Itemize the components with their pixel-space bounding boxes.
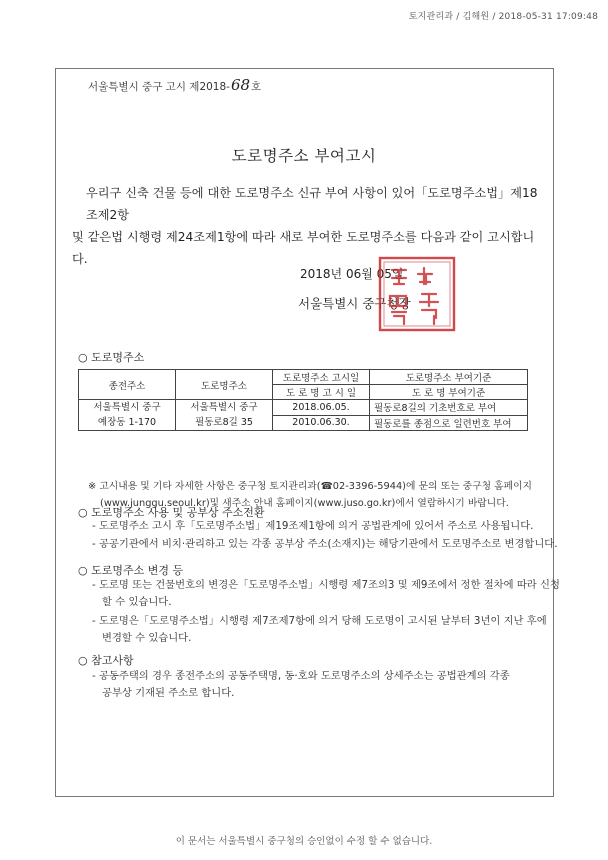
header-meta: 토지관리과 / 김해원 / 2018-05-31 17:09:48 [408,12,598,22]
old-address-cell [79,400,176,431]
table-subheader-road-notice-date: 도 로 명 고 시 일 [273,385,370,400]
table-subheader-road-basis: 도 로 명 부여기준 [370,385,528,400]
notice-number-prefix: 서울특별시 중구 고시 제2018- [88,81,230,93]
table-header-notice-date: 도로명주소 고시일 [273,370,370,385]
inquiry-note-line-1: ※ 고시내용 및 기타 자세한 사항은 중구청 토지관리과(☎02-3396-5944)에 문의 또는 중구청 홈페이지 [88,481,533,492]
intro-line-2: 및 같은법 시행령 제24조제1항에 따라 새로 부여한 도로명주소를 다음과 같이 고시합니다. [72,230,535,266]
road-address-line-2: 필동로8길 35 [195,417,253,428]
section-road-address-heading: ○ 도로명주소 [78,351,145,364]
table-header-road-address: 도로명주소 [176,370,273,400]
change-item-1-line-1: - 도로명 또는 건물번호의 변경은「도로명주소법」시행령 제7조의3 및 제9조에서 정한 절차에 따라 신청 [92,579,560,591]
intro-line-1: 우리구 신축 건물 등에 대한 도로명주소 신규 부여 사항이 있어「도로명주소법」제18조제2항 [86,186,538,222]
road-address-line-1: 서울특별시 중구 [190,402,258,413]
old-address-line-1: 서울특별시 중구 [93,402,161,413]
signer-name: 서울특별시 중구청장 [298,296,411,311]
change-item-1 [92,577,560,611]
table-row [79,400,528,416]
notice-number [88,76,261,94]
road-basis-cell: 필동로를 종점으로 일련번호 부여 [370,415,528,431]
notice-number-suffix: 호 [251,81,262,93]
section-usage-heading: ○ 도로명주소 사용 및 공부상 주소전환 [78,506,265,519]
table-header-assignment-basis: 도로명주소 부여기준 [370,370,528,385]
section-change-heading: ○ 도로명주소 변경 등 [78,564,184,577]
document-title: 도로명주소 부여고시 [231,147,377,165]
old-address-line-2: 예장동 1-170 [97,417,157,428]
reference-item [92,668,510,702]
official-seal-stamp [374,254,460,334]
address-notice-date-cell: 2018.06.05. [273,400,370,416]
intro-paragraph [72,182,540,270]
reference-item-line-2: 공부상 기재된 주소로 합니다. [102,687,235,699]
notice-date: 2018년 06월 05일 [300,267,404,281]
change-item-2-line-2: 변경할 수 있습니다. [102,632,192,644]
change-item-2 [92,613,547,647]
section-reference-heading: ○ 참고사항 [78,654,134,667]
change-item-2-line-1: - 도로명은「도로명주소법」시행령 제7조제7항에 의거 당해 도로명이 고시된 날부터 3년이 지난 후에 [92,615,547,627]
reference-item-line-1: - 공동주택의 경우 종전주소의 공동주택명, 동·호와 도로명주소의 상세주소는 공법관계의 각종 [92,670,510,682]
notice-number-handwritten: 68 [230,76,251,94]
usage-item-2: - 공공기관에서 비치·관리하고 있는 각종 공부상 주소(소재지)는 해당기관에서 도로명주소로 변경합니다. [92,538,558,550]
usage-item-1: - 도로명주소 고시 후「도로명주소법」제19조제1항에 의거 공법관계에 있어서 주소로 사용됩니다. [92,520,534,532]
change-item-1-line-2: 할 수 있습니다. [102,596,172,608]
road-address-cell [176,400,273,431]
footer-disclaimer: 이 문서는 서울특별시 중구청의 승인없이 수정 할 수 없습니다. [175,836,433,847]
address-basis-cell: 필동로8길의 기초번호로 부여 [370,400,528,416]
road-address-table [78,369,528,431]
road-notice-date-cell: 2010.06.30. [273,415,370,431]
inquiry-note-line-2: (www.junggu.seoul.kr)및 새주소 안내 홈페이지(www.juso.go.kr)에서 열람하시기 바랍니다. [100,498,509,509]
table-header-old-address: 종전주소 [79,370,176,400]
